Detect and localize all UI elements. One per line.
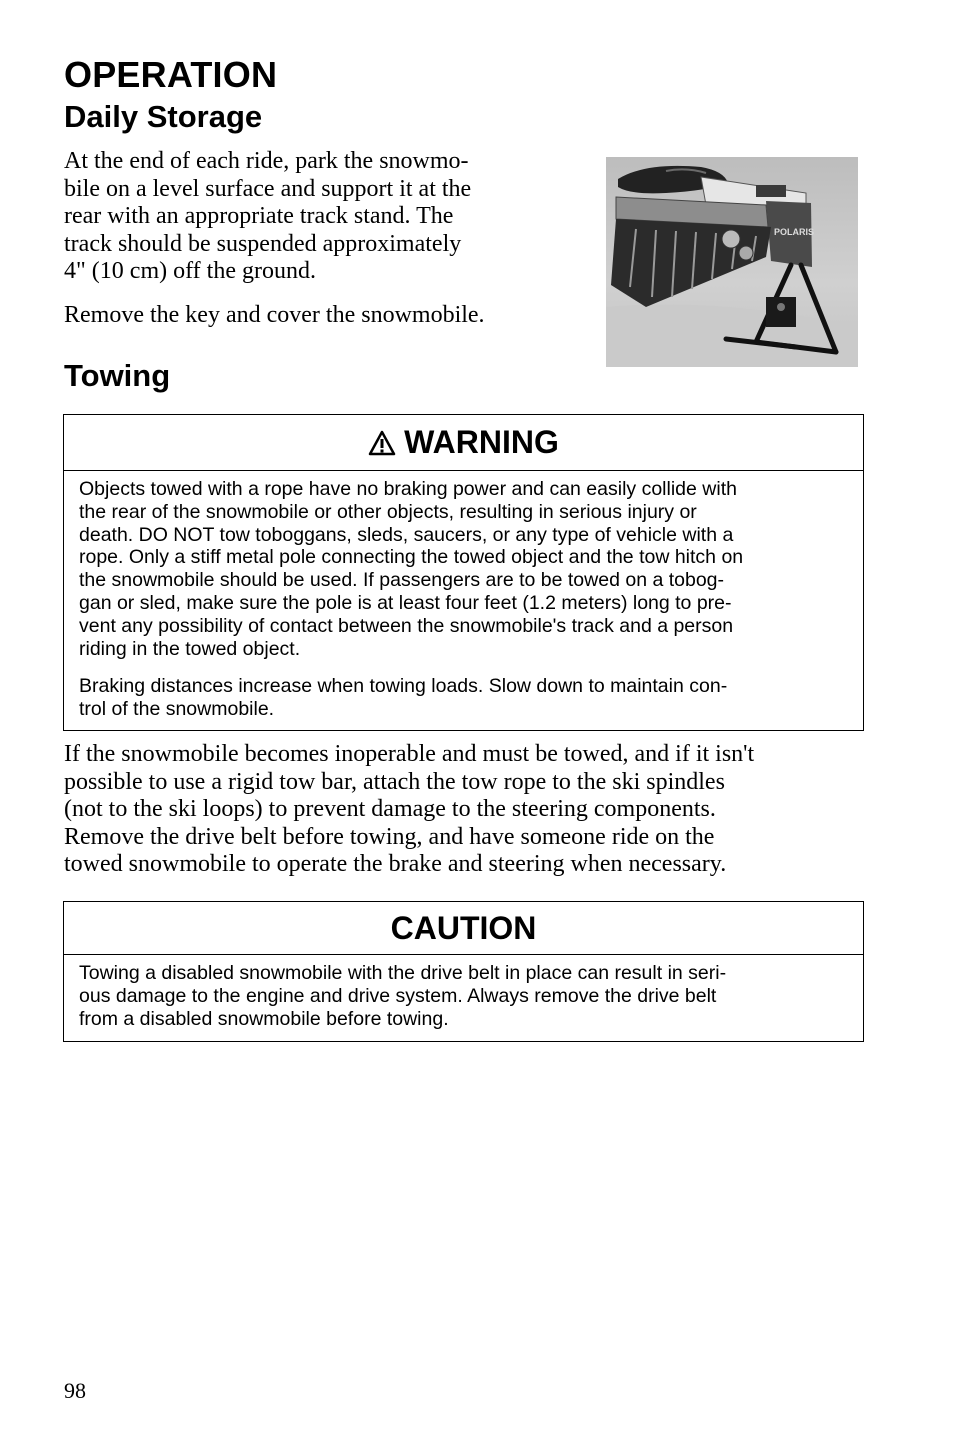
snowmobile-illustration [606,157,858,367]
caution-header [64,902,863,955]
text-line: gan or sled, make sure the pole is at least four feet (1.2 meters) long to pre- [79,591,732,614]
text-line: (not to the ski loops) to prevent damage to the steering components. [64,796,716,822]
text-line: Remove the drive belt before towing, and have someone ride on the [64,823,715,850]
text-line: possible to use a rigid tow bar, attach the tow rope to the ski spindles [64,768,725,795]
text-line: vent any possibility of contact between the snowmobile's track and a person [79,614,734,637]
warning-paragraph [79,478,847,660]
caution-title: CAUTION [390,909,537,946]
warning-triangle-icon [368,430,396,456]
warning-body [64,471,863,729]
warning-paragraph [79,675,847,721]
text-line: rear with an appropriate track stand. The [64,203,454,229]
caution-box [63,901,864,1042]
warning-header [64,415,863,471]
text-line: bile on a level surface and support it at the [64,175,472,202]
text-line: At the end of each ride, park the snowmo- [64,148,469,174]
text-line: ous damage to the engine and drive system. Always remove the drive belt [79,984,717,1007]
warning-title: WARNING [404,424,559,460]
remove-key-paragraph: Remove the key and cover the snowmobile. [64,302,485,328]
text-line: rope. Only a stiff metal pole connecting the towed object and the tow hitch on [79,546,744,569]
text-line: Braking distances increase when towing loads. Slow down to maintain con- [79,675,728,698]
towing-heading: Towing [64,358,171,393]
text-line: towed snowmobile to operate the brake and steering when necessary. [64,851,727,877]
text-line: Towing a disabled snowmobile with the drive belt in place can result in seri- [79,962,727,984]
text-line: the snowmobile should be used. If passengers are to be towed on a tobog- [79,569,725,592]
section-title: OPERATION [64,54,278,95]
text-line: trol of the snowmobile. [79,698,275,721]
text-line: If the snowmobile becomes inoperable and must be towed, and if it isn't [64,741,755,767]
text-line: the rear of the snowmobile or other objects, resulting in serious injury or [79,500,697,523]
text-line: death. DO NOT tow toboggans, sleds, saucers, or any type of vehicle with a [79,523,734,546]
text-line: riding in the towed object. [79,637,301,660]
text-line: Objects towed with a rope have no braking power and can easily collide with [79,478,737,500]
caution-body [64,955,863,1038]
daily-storage-paragraph [64,148,471,286]
towing-paragraph [64,741,754,879]
brand-decal: POLARIS [774,227,815,237]
warning-box [63,414,864,731]
text-line: 4" (10 cm) off the ground. [64,258,316,284]
snowmobile-on-track-stand-photo [606,157,858,367]
caution-paragraph [79,962,847,1030]
page-number: 98 [64,1378,86,1403]
daily-storage-heading: Daily Storage [64,99,263,134]
text-line: track should be suspended approximately [64,230,462,257]
text-line: from a disabled snowmobile before towing. [79,1007,449,1030]
